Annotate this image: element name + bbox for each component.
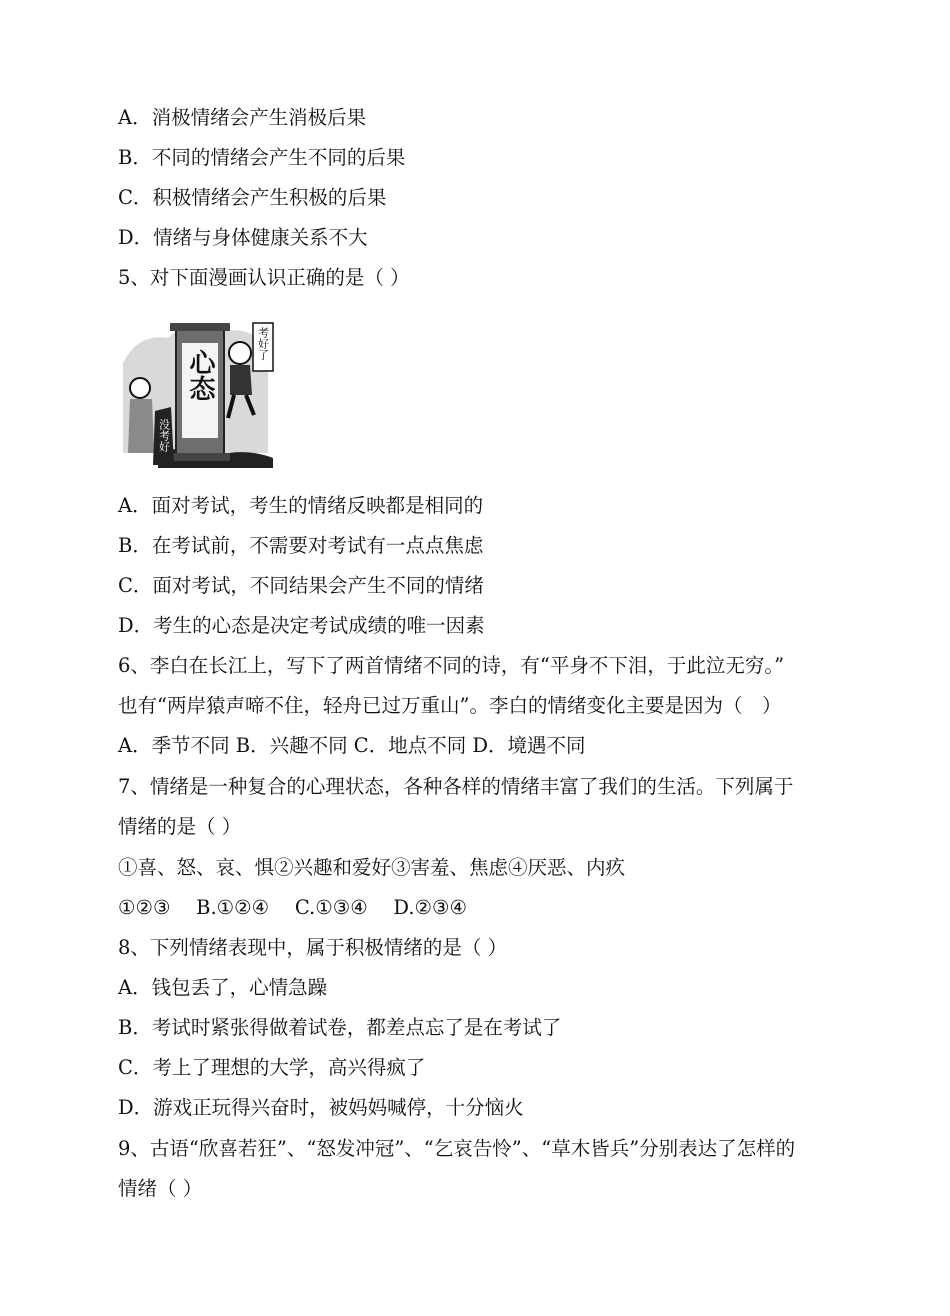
line-5d: D．考生的心态是决定考试成绩的唯一因素 [118, 614, 485, 637]
question-7-items: ①喜、怒、哀、惧②兴趣和爱好③害羞、焦虑④厌恶、内疚 [118, 856, 626, 879]
line-5a: A．面对考试，考生的情绪反映都是相同的 [118, 494, 484, 517]
line-8d: D．游戏正玩得兴奋时，被妈妈喊停，十分恼火 [118, 1096, 524, 1119]
line-4d: D．情绪与身体健康关系不大 [118, 226, 368, 249]
bottom-sign-text: 没考好 [157, 419, 171, 452]
question-8: 8、下列情绪表现中，属于积极情绪的是（ ） [118, 936, 508, 959]
question-6-line1: 6、李白在长江上，写下了两首情绪不同的诗，有“平身不下泪，于此泣无穷。” [118, 654, 785, 677]
question-7-line1: 7、情绪是一种复合的心理状态，各种各样的情绪丰富了我们的生活。下列属于 [118, 775, 794, 798]
line-4a: A．消极情绪会产生消极后果 [118, 106, 367, 129]
question-6-options: A．季节不同 B．兴趣不同 C．地点不同 D．境遇不同 [118, 734, 586, 757]
line-5b: B．在考试前，不需要对考试有一点点焦虑 [118, 534, 484, 557]
scroll-text: 心态 [185, 349, 215, 401]
question-5: 5、对下面漫画认识正确的是（ ） [118, 266, 410, 289]
line-5c: C．面对考试，不同结果会产生不同的情绪 [118, 574, 484, 597]
question-9-line2: 情绪（ ） [118, 1177, 203, 1200]
question-7-line2: 情绪的是（ ） [118, 815, 242, 838]
question-6-line2: 也有“两岸猿声啼不住，轻舟已过万重山”。李白的情绪变化主要是因为（ ） [118, 694, 782, 717]
question-9-line1: 9、古语“欣喜若狂”、“怒发冲冠”、“乞哀告怜”、“草木皆兵”分别表达了怎样的 [118, 1137, 796, 1160]
line-8b: B．考试时紧张得做着试卷，都差点忘了是在考试了 [118, 1016, 562, 1039]
comic-illustration [118, 303, 276, 473]
line-8c: C．考上了理想的大学，高兴得疯了 [118, 1056, 426, 1079]
top-sign-text: 考好了 [256, 327, 270, 360]
line-8a: A．钱包丢了，心情急躁 [118, 976, 328, 999]
line-4b: B．不同的情绪会产生不同的后果 [118, 146, 406, 169]
line-4c: C．积极情绪会产生积极的后果 [118, 186, 387, 209]
question-7-options: ①②③ B.①②④ C.①③④ D.②③④ [118, 896, 467, 919]
